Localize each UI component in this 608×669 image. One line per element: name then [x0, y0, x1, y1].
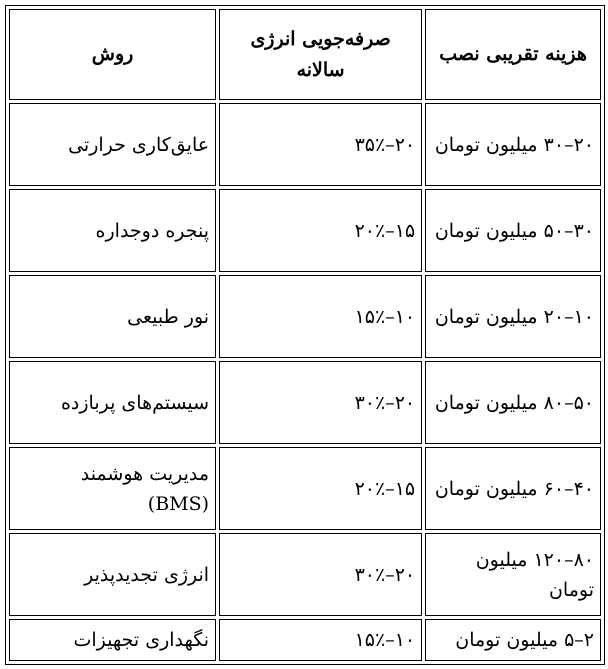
cell-method: پنجره دوجداره: [9, 189, 216, 272]
table-row: [9, 275, 601, 358]
table-row: [9, 447, 601, 530]
cell-cost: ۲–۵ میلیون تومان: [425, 619, 601, 661]
cell-method: مدیریت هوشمند (BMS): [9, 447, 216, 530]
cell-saving: ۱۰–۱۵٪: [219, 275, 422, 358]
cell-saving: ۱۵–۲۰٪: [219, 189, 422, 272]
table-row: [9, 189, 601, 272]
cell-method: نگهداری تجهیزات: [9, 619, 216, 661]
energy-methods-table: [5, 5, 605, 665]
document-page: [5, 5, 605, 665]
cell-method: سیستم‌های پربازده: [9, 361, 216, 444]
cell-method: نور طبیعی: [9, 275, 216, 358]
header-saving: صرفه‌جویی انرژی سالانه: [219, 9, 422, 100]
header-cost: هزینه تقریبی نصب: [425, 9, 601, 100]
table-row: [9, 619, 601, 661]
header-method: روش: [9, 9, 216, 100]
cell-saving: ۱۵–۲۰٪: [219, 447, 422, 530]
cell-cost: ۱۰–۲۰ میلیون تومان: [425, 275, 601, 358]
cell-cost: ۲۰–۳۰ میلیون تومان: [425, 103, 601, 186]
cell-method: عایق‌کاری حرارتی: [9, 103, 216, 186]
cell-saving: ۲۰–۳۰٪: [219, 533, 422, 616]
cell-cost: ۴۰–۶۰ میلیون تومان: [425, 447, 601, 530]
table-row: [9, 103, 601, 186]
cell-saving: ۲۰–۳۵٪: [219, 103, 422, 186]
table-row: [9, 361, 601, 444]
table-header-row: [9, 9, 601, 100]
cell-saving: ۲۰–۳۰٪: [219, 361, 422, 444]
cell-cost: ۵۰–۸۰ میلیون تومان: [425, 361, 601, 444]
table-row: [9, 533, 601, 616]
cell-cost: ۳۰–۵۰ میلیون تومان: [425, 189, 601, 272]
cell-method: انرژی تجدیدپذیر: [9, 533, 216, 616]
cell-saving: ۱۰–۱۵٪: [219, 619, 422, 661]
cell-cost: ۸۰–۱۲۰ میلیون تومان: [425, 533, 601, 616]
